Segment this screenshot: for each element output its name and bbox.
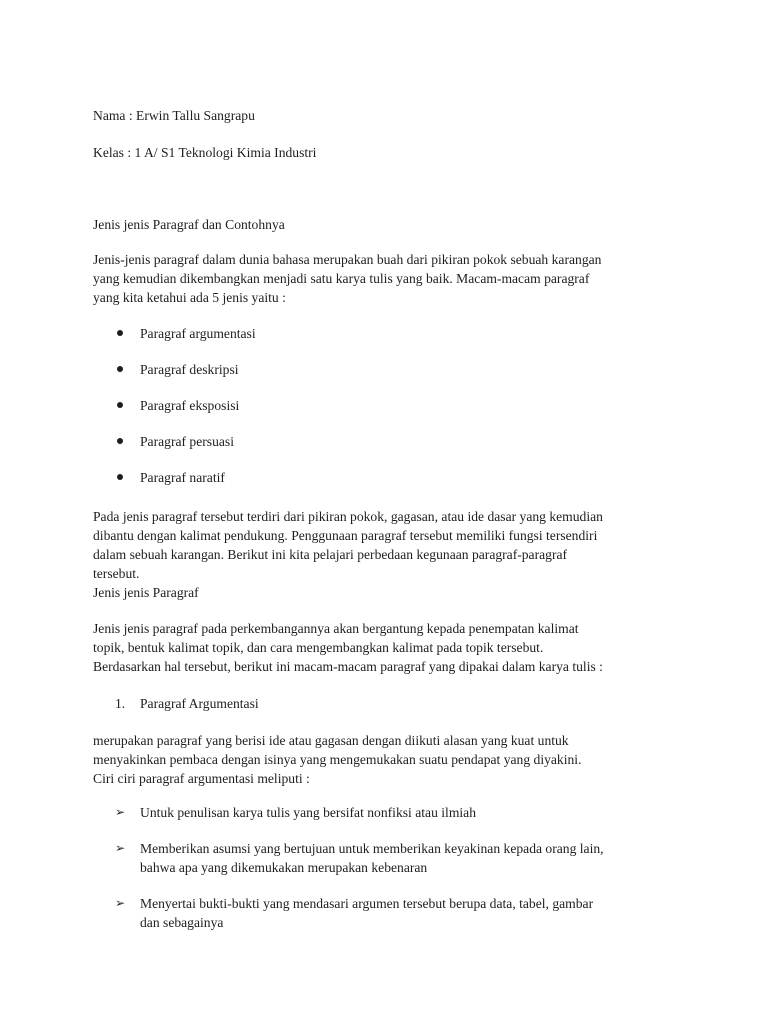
paragraph-4: merupakan paragraf yang berisi ide atau gagasan dengan diikuti alasan yang kuat untuk menyakinkan pembaca dengan isinya yang mengemukakan suatu pendapat yang diyakini. Ciri ciri paragraf argumentasi meliputi :	[93, 733, 582, 786]
bullet-text: Paragraf naratif	[140, 470, 225, 485]
arrow-text: Menyertai bukti-bukti yang mendasari argumen tersebut berupa data, tabel, gambar dan sebagainya	[140, 896, 594, 930]
nama-line: Nama : Erwin Tallu Sangrapu	[93, 108, 255, 123]
arrow-marker-icon: ➢	[115, 841, 126, 855]
bullet-text: Paragraf eksposisi	[140, 398, 240, 413]
paragraph-2: Pada jenis paragraf tersebut terdiri dari pikiran pokok, gagasan, atau ide dasar yang kemudian dibantu dengan kalimat pendukung. Penggunaan paragraf tersebut memiliki fungsi tersendiri dalam sebuah karangan. Berikut ini kita pelajari perbedaan kegunaan paragraf-paragraf tersebut.	[93, 509, 603, 581]
arrow-text: Memberikan asumsi yang bertujuan untuk memberikan keyakinan kepada orang lain, bahwa apa yang dikemukakan merupakan kebenaran	[140, 841, 604, 875]
arrow-marker-icon: ➢	[115, 805, 126, 819]
number-marker: 1.	[115, 696, 126, 711]
bullet-text: Paragraf persuasi	[140, 434, 234, 449]
paragraph-3: Jenis jenis paragraf pada perkembangannya akan bergantung kepada penempatan kalimat topik, bentuk kalimat topik, dan cara mengembangkan kalimat pada topik tersebut. Berdasarkan hal tersebut, berikut ini macam-macam paragraf yang dipakai dalam karya tulis :	[93, 621, 603, 674]
document-title: Jenis jenis Paragraf dan Contohnya	[93, 217, 285, 232]
arrow-marker-icon: ➢	[115, 896, 126, 910]
arrow-text: Untuk penulisan karya tulis yang bersifat nonfiksi atau ilmiah	[140, 805, 476, 820]
numbered-text: Paragraf Argumentasi	[140, 696, 259, 711]
kelas-line: Kelas : 1 A/ S1 Teknologi Kimia Industri	[93, 145, 317, 160]
intro-paragraph: Jenis-jenis paragraf dalam dunia bahasa merupakan buah dari pikiran pokok sebuah karangan yang kemudian dikembangkan menjadi satu karya tulis yang baik. Macam-macam paragraf yang kita ketahui ada 5 jenis yaitu :	[93, 252, 602, 305]
bullet-text: Paragraf argumentasi	[140, 326, 256, 341]
section-subtitle: Jenis jenis Paragraf	[93, 585, 199, 600]
bullet-text: Paragraf deskripsi	[140, 362, 239, 377]
